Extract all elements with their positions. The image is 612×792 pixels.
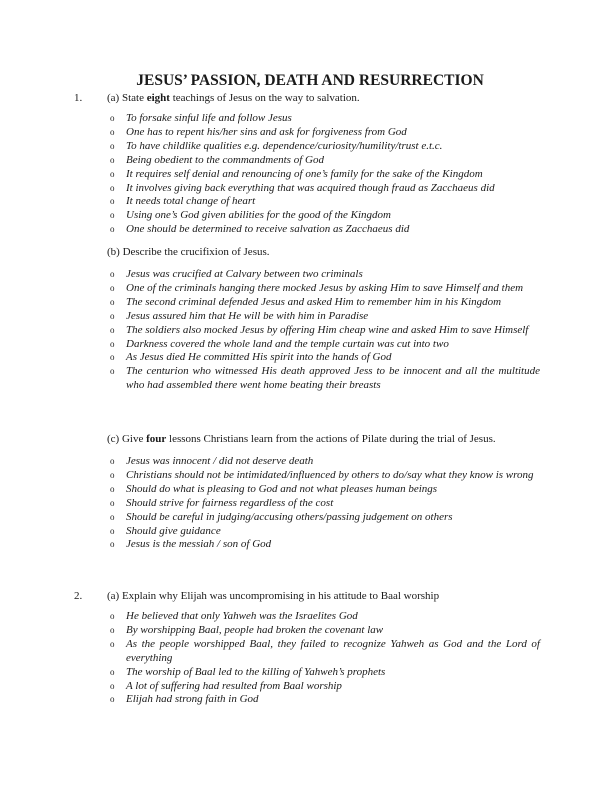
list-item-text: He believed that only Yahweh was the Israelites God xyxy=(126,610,358,622)
prompt-text: (a) Explain why Elijah was uncompromising in his attitude to Baal worship xyxy=(107,590,440,602)
bullet-icon: o xyxy=(110,210,115,221)
list-item xyxy=(110,455,540,469)
list-item-text: By worshipping Baal, people had broken the covenant law xyxy=(126,623,384,636)
bullet-icon: o xyxy=(110,511,115,522)
list-item xyxy=(110,680,540,694)
list-item-text: The soldiers also mocked Jesus by offering Him cheap wine and asked Him to save Himself xyxy=(126,323,529,336)
list-item xyxy=(110,338,540,352)
prompt-emphasis: eight xyxy=(146,92,170,104)
list-item-text: Using one’s God given abilities for the good of the Kingdom xyxy=(126,209,392,222)
list-item-text: To have childlike qualities e.g. dependence/curiosity/humility/trust e.t.c. xyxy=(126,139,443,152)
bullet-icon: o xyxy=(110,483,115,494)
bullet-icon: o xyxy=(110,338,115,349)
bullet-icon: o xyxy=(110,126,115,137)
list-item-text: The worship of Baal led to the killing of Yahweh’s prophets xyxy=(126,665,386,678)
bullet-icon: o xyxy=(110,154,115,165)
bullet-icon: o xyxy=(110,469,115,480)
list-item xyxy=(110,324,540,338)
list-item xyxy=(110,365,540,393)
bullet-icon: o xyxy=(110,182,115,193)
list-item xyxy=(110,310,540,324)
question-prompt xyxy=(107,433,496,445)
list-item xyxy=(110,282,540,296)
list-item-text: Jesus was innocent / did not deserve death xyxy=(126,455,314,467)
question-prompt xyxy=(107,92,360,104)
list-item xyxy=(110,638,540,666)
list-item-text: Should do what is pleasing to God and not what pleases human beings xyxy=(126,482,438,495)
prompt-text: (c) Give xyxy=(107,433,147,445)
bullet-icon: o xyxy=(110,497,115,508)
list-item-text: One has to repent his/her sins and ask for forgiveness from God xyxy=(126,125,407,138)
bullet-icon: o xyxy=(110,352,115,363)
bullet-icon: o xyxy=(110,224,115,235)
page-title: JESUS’ PASSION, DEATH AND RESURRECTION xyxy=(136,72,484,89)
list-item-text: Being obedient to the commandments of God xyxy=(126,153,324,166)
list-item-text: As the people worshipped Baal, they failed to recognize Yahweh as God and the Lord of everything xyxy=(126,637,540,664)
bullet-icon: o xyxy=(110,269,115,279)
bullet-icon: o xyxy=(110,611,115,621)
list-item-text: Jesus assured him that He will be with him in Paradise xyxy=(126,309,369,322)
list-item-text: It requires self denial and renouncing of one’s family for the sake of the Kingdom xyxy=(126,167,483,180)
list-item xyxy=(110,195,540,209)
list-item xyxy=(110,483,540,497)
list-item xyxy=(110,624,540,638)
list-item-text: Jesus is the messiah / son of God xyxy=(126,538,272,551)
list-item xyxy=(110,538,540,552)
bullet-icon: o xyxy=(110,168,115,179)
list-item xyxy=(110,525,540,539)
bullet-icon: o xyxy=(110,694,115,705)
list-item-text: Should strive for fairness regardless of the cost xyxy=(126,496,334,509)
prompt-text: lessons Christians learn from the actions of Pilate during the trial of Jesus. xyxy=(166,433,496,445)
list-item xyxy=(110,693,540,707)
bullet-icon: o xyxy=(110,296,115,307)
bullet-icon: o xyxy=(110,113,115,123)
list-item-text: Should be careful in judging/accusing others/passing judgement on others xyxy=(126,510,453,523)
bullet-icon: o xyxy=(110,196,115,207)
prompt-text: (a) State xyxy=(107,92,147,104)
list-item-text: The centurion who witnessed His death approved Jess to be innocent and all the multitude who had assembled there went home beating their breasts xyxy=(126,365,540,392)
bullet-icon: o xyxy=(110,310,115,321)
list-item xyxy=(110,666,540,680)
list-item-text: To forsake sinful life and follow Jesus xyxy=(126,112,292,124)
list-item xyxy=(110,610,540,624)
bullet-icon: o xyxy=(110,525,115,536)
list-item-text: A lot of suffering had resulted from Baal worship xyxy=(126,679,342,692)
list-item-text: Elijah had strong faith in God xyxy=(126,693,259,706)
list-item-text: The second criminal defended Jesus and asked Him to remember him in his Kingdom xyxy=(126,295,502,308)
list-item-text: One of the criminals hanging there mocked Jesus by asking Him to save Himself and them xyxy=(126,281,524,294)
bullet-icon: o xyxy=(110,366,115,377)
list-item-text: One should be determined to receive salvation as Zacchaeus did xyxy=(126,223,410,236)
list-item xyxy=(110,182,540,196)
list-item xyxy=(110,268,540,282)
bullet-icon: o xyxy=(110,456,115,466)
prompt-text: (b) Describe the crucifixion of Jesus. xyxy=(107,246,270,258)
bullet-icon: o xyxy=(110,324,115,335)
question-number: 1. xyxy=(74,92,83,104)
list-item-text: It needs total change of heart xyxy=(126,195,256,208)
list-item-text: It involves giving back everything that was acquired though fraud as Zacchaeus did xyxy=(126,181,495,194)
bullet-icon: o xyxy=(110,140,115,151)
list-item xyxy=(110,296,540,310)
answer-list xyxy=(110,268,540,393)
answer-list xyxy=(110,610,540,707)
bullet-icon: o xyxy=(110,638,115,649)
question-prompt xyxy=(107,246,270,258)
question-number: 2. xyxy=(74,590,83,602)
list-item xyxy=(110,469,540,483)
list-item-text: Should give guidance xyxy=(126,524,221,537)
prompt-text: teachings of Jesus on the way to salvation. xyxy=(169,92,360,104)
list-item-text: Christians should not be intimidated/influenced by others to do/say what they know is wrong xyxy=(126,468,534,481)
list-item xyxy=(110,154,540,168)
bullet-icon: o xyxy=(110,539,115,550)
bullet-icon: o xyxy=(110,624,115,635)
bullet-icon: o xyxy=(110,680,115,691)
list-item xyxy=(110,223,540,237)
list-item xyxy=(110,497,540,511)
list-item-text: As Jesus died He committed His spirit into the hands of God xyxy=(126,351,392,364)
bullet-icon: o xyxy=(110,282,115,293)
list-item xyxy=(110,140,540,154)
list-item-text: Darkness covered the whole land and the temple curtain was cut into two xyxy=(126,337,449,350)
list-item xyxy=(110,126,540,140)
answer-list xyxy=(110,455,540,552)
list-item xyxy=(110,112,540,126)
list-item xyxy=(110,511,540,525)
bullet-icon: o xyxy=(110,666,115,677)
list-item xyxy=(110,209,540,223)
answer-list xyxy=(110,112,540,237)
list-item xyxy=(110,351,540,365)
question-prompt xyxy=(107,590,439,602)
prompt-emphasis: four xyxy=(146,433,167,445)
list-item-text: Jesus was crucified at Calvary between two criminals xyxy=(126,268,363,280)
list-item xyxy=(110,168,540,182)
